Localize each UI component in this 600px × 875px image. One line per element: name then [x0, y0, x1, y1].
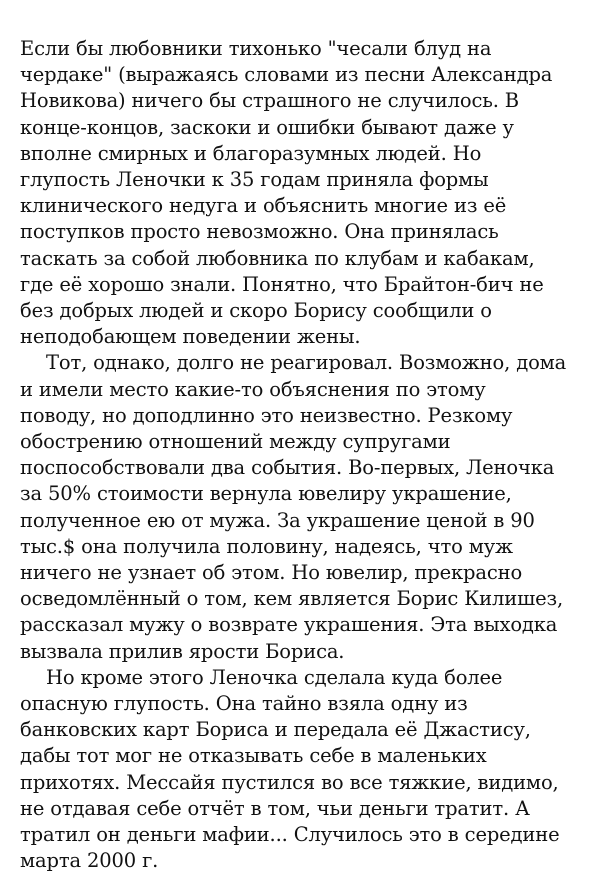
- text-line: банковских карт Бориса и передала её Джастису,: [20, 718, 531, 742]
- text-line: где её хорошо знали. Понятно, что Брайтон-бич не: [20, 272, 544, 296]
- text-line: осведомлённый о том, кем является Борис Килишез,: [20, 587, 564, 611]
- text-line: опасную глупость. Она тайно взяла одну из: [20, 692, 468, 716]
- text-line: не отдавая себе отчёт в том, чьи деньги тратит. А: [20, 796, 530, 820]
- text-line: неподобающем поведении жены.: [20, 325, 361, 349]
- text-line: конце-концов, заскоки и ошибки бывают даже у: [20, 115, 514, 139]
- text-line: глупость Леночки к 35 годам приняла формы: [20, 168, 489, 192]
- text-line: поводу, но доподлинно это неизвестно. Резкому: [20, 403, 513, 427]
- text-line: клинического недуга и объяснить многие из её: [20, 194, 507, 218]
- text-line: прихотях. Мессайя пустился во все тяжкие, видимо,: [20, 770, 559, 794]
- text-line: поспособствовали два события. Во-первых, Леночка: [20, 456, 555, 480]
- paragraph-2: [20, 350, 582, 664]
- text-line: вызвала прилив ярости Бориса.: [20, 639, 345, 663]
- text-line: чердаке" (выражаясь словами из песни Александра: [20, 63, 553, 87]
- text-line: Новикова) ничего бы страшного не случилось. В: [20, 89, 519, 113]
- text-line: Тот, однако, долго не реагировал. Возможно, дома: [46, 351, 567, 375]
- text-line: дабы тот мог не отказывать себе в маленьких: [20, 744, 487, 768]
- article-text: [20, 36, 582, 875]
- text-line: рассказал мужу о возврате украшения. Эта выходка: [20, 613, 558, 637]
- text-line: Если бы любовники тихонько "чесали блуд на: [20, 37, 492, 60]
- text-line: таскать за собой любовника по клубам и кабакам,: [20, 246, 535, 270]
- text-line: тратил он деньги мафии... Случилось это в середине: [20, 823, 560, 847]
- text-line: тыс.$ она получила половину, надеясь, что муж: [20, 534, 513, 558]
- text-line: за 50% стоимости вернула ювелиру украшение,: [20, 482, 512, 506]
- text-line: без добрых людей и скоро Борису сообщили о: [20, 299, 492, 323]
- text-line: обострению отношений между супругами: [20, 430, 451, 454]
- text-line: полученное ею от мужа. За украшение ценой в 90: [20, 508, 535, 532]
- text-line: поступков просто невозможно. Она принялась: [20, 220, 499, 244]
- text-line: Но кроме этого Леночка сделала куда более: [46, 665, 503, 689]
- text-line: ничего не узнает об этом. Но ювелир, прекрасно: [20, 561, 523, 585]
- text-line: вполне смирных и благоразумных людей. Но: [20, 141, 482, 165]
- paragraph-1: [20, 36, 582, 350]
- text-line: марта 2000 г.: [20, 849, 159, 873]
- paragraph-3: [20, 665, 582, 875]
- text-line: и имели место какие-то объяснения по этому: [20, 377, 486, 401]
